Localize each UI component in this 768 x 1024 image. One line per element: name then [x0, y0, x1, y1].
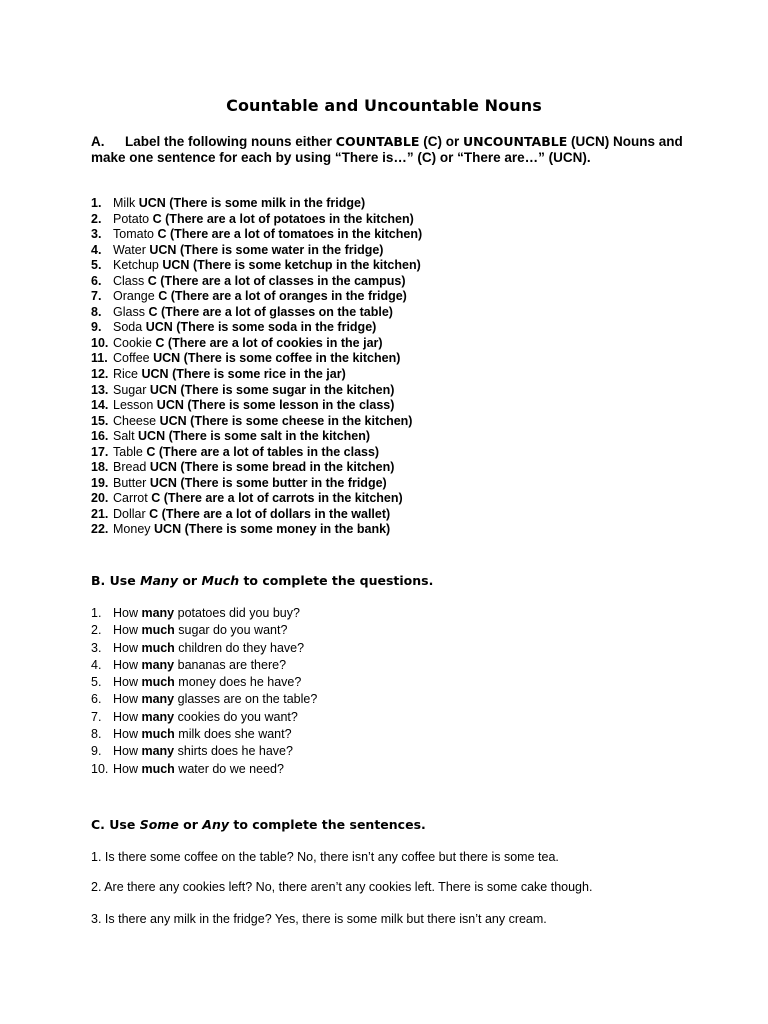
item-number: 18. — [91, 460, 109, 475]
noun-word: Cookie — [113, 335, 152, 350]
noun-label: UCN — [162, 258, 190, 273]
section-a-instructions — [91, 134, 691, 166]
noun-list-item — [91, 476, 422, 492]
noun-sentence: (There is some sugar in the kitchen) — [180, 382, 395, 397]
question-answer: many — [141, 709, 175, 724]
question-list-item — [91, 743, 317, 760]
question-pre: How — [113, 657, 142, 672]
item-number: 10. — [91, 335, 109, 350]
noun-sentence: (There is some rice in the jar) — [172, 367, 346, 382]
noun-list-item — [91, 196, 422, 212]
noun-word: Orange — [113, 289, 155, 304]
noun-word: Class — [113, 273, 145, 288]
section-a-letter: A. — [91, 134, 105, 149]
noun-list-item — [91, 414, 422, 430]
noun-list-item — [91, 460, 422, 476]
item-number: 17. — [91, 444, 109, 459]
noun-sentence: (There are a lot of glasses on the table) — [160, 304, 393, 319]
noun-list-item — [91, 351, 422, 367]
question-answer: much — [141, 761, 175, 776]
section-a-text-1: Label the following nouns either — [125, 134, 336, 149]
question-list-item — [91, 622, 317, 639]
noun-list-item — [91, 429, 422, 445]
question-post: milk does she want? — [174, 727, 292, 742]
noun-word: Lesson — [113, 398, 154, 413]
noun-label: UCN — [149, 242, 177, 257]
question-post: sugar do you want? — [174, 623, 288, 638]
noun-sentence: (There are a lot of cookies in the jar) — [167, 335, 383, 350]
section-b-question-list — [91, 605, 317, 778]
noun-word: Salt — [113, 429, 135, 444]
section-b-many: Many — [140, 573, 178, 588]
section-b-heading-3: to complete the questions. — [239, 573, 434, 588]
noun-list-item — [91, 522, 422, 538]
noun-word: Tomato — [113, 227, 154, 242]
question-list-item — [91, 709, 317, 726]
noun-sentence: (There is some butter in the fridge) — [180, 475, 387, 490]
noun-list-item — [91, 491, 422, 507]
item-number: 7. — [91, 289, 102, 304]
question-list-item — [91, 605, 317, 622]
item-number: 6. — [91, 692, 102, 707]
item-number: 9. — [91, 320, 102, 335]
section-c-heading-3: to complete the sentences. — [229, 817, 426, 832]
noun-sentence: (There are a lot of dollars in the wallet) — [161, 506, 391, 521]
question-post: bananas are there? — [174, 657, 287, 672]
question-post: cookies do you want? — [174, 709, 298, 724]
question-answer: much — [141, 623, 175, 638]
question-post: potatoes did you buy? — [174, 606, 300, 620]
question-post: shirts does he have? — [174, 744, 293, 759]
noun-list-item — [91, 258, 422, 274]
noun-list-item — [91, 507, 422, 523]
noun-label: UCN — [149, 460, 177, 475]
noun-label: UCN — [154, 522, 182, 537]
item-number: 5. — [91, 258, 102, 273]
question-answer: much — [141, 675, 175, 690]
noun-list-item — [91, 243, 422, 259]
noun-word: Potato — [113, 211, 150, 226]
question-pre: How — [113, 709, 142, 724]
item-number: 4. — [91, 657, 102, 672]
question-list-item — [91, 726, 317, 743]
noun-sentence: (There is some milk in the fridge) — [169, 196, 366, 210]
noun-word: Rice — [113, 367, 139, 382]
question-pre: How — [113, 692, 142, 707]
noun-label: C — [147, 273, 157, 288]
noun-sentence: (There are a lot of tomatoes in the kitchen) — [170, 227, 423, 242]
noun-word: Ketchup — [113, 258, 159, 273]
noun-list-item — [91, 305, 422, 321]
section-c-heading-1: C. Use — [91, 817, 140, 832]
noun-sentence: (There is some ketchup in the kitchen) — [192, 258, 421, 273]
item-number: 3. — [91, 640, 102, 655]
item-number: 8. — [91, 727, 102, 742]
noun-sentence: (There is some cheese in the kitchen) — [190, 413, 413, 428]
question-pre: How — [113, 606, 142, 620]
item-number: 19. — [91, 475, 109, 490]
section-c-heading-2: or — [178, 817, 203, 832]
noun-label: UCN — [141, 367, 169, 382]
noun-word: Water — [113, 242, 146, 257]
noun-sentence: (There are a lot of oranges in the fridge) — [170, 289, 407, 304]
noun-list-item — [91, 383, 422, 399]
noun-label: C — [149, 506, 159, 521]
section-b-heading-1: B. Use — [91, 573, 141, 588]
question-list-item — [91, 761, 317, 778]
item-number: 2. — [91, 211, 102, 226]
noun-sentence: (There are a lot of tables in the class) — [158, 444, 380, 459]
item-number: 1. — [91, 606, 102, 620]
noun-word: Table — [113, 444, 143, 459]
item-number: 11. — [91, 351, 108, 366]
section-a-uncountable: UNCOUNTABLE — [462, 134, 568, 149]
question-answer: many — [141, 606, 175, 620]
noun-word: Dollar — [113, 506, 146, 521]
section-b-heading — [91, 573, 433, 588]
section-a-noun-list — [91, 196, 422, 538]
section-c-heading — [91, 817, 426, 832]
noun-label: C — [157, 227, 167, 242]
noun-label: UCN — [153, 351, 181, 366]
noun-word: Coffee — [113, 351, 150, 366]
item-number: 2. — [91, 623, 102, 638]
noun-word: Cheese — [113, 413, 157, 428]
noun-word: Carrot — [113, 491, 148, 506]
noun-sentence: (There is some money in the bank) — [184, 522, 391, 537]
section-c-sentence: 1. Is there some coffee on the table? No, there isn’t any coffee but there is some tea. — [91, 850, 559, 864]
noun-list-item — [91, 274, 422, 290]
noun-word: Bread — [113, 460, 147, 475]
question-answer: many — [141, 657, 175, 672]
noun-sentence: (There is some lesson in the class) — [187, 398, 395, 413]
item-number: 21. — [91, 506, 109, 521]
noun-list-item — [91, 320, 422, 336]
noun-word: Money — [113, 522, 151, 537]
item-number: 13. — [91, 382, 109, 397]
question-list-item — [91, 657, 317, 674]
item-number: 8. — [91, 304, 102, 319]
question-pre: How — [113, 761, 142, 776]
noun-sentence: (There is some coffee in the kitchen) — [183, 351, 401, 366]
question-post: glasses are on the table? — [174, 692, 318, 707]
item-number: 20. — [91, 491, 109, 506]
section-a-text-3: (UCN) Nouns and make one sentence for each by using “There is…” (C) or “There are…” (UCN). — [91, 134, 683, 165]
noun-list-item — [91, 212, 422, 228]
item-number: 6. — [91, 273, 102, 288]
noun-list-item — [91, 367, 422, 383]
item-number: 22. — [91, 522, 109, 537]
noun-label: UCN — [149, 475, 177, 490]
question-post: children do they have? — [174, 640, 305, 655]
question-answer: many — [141, 692, 175, 707]
noun-word: Milk — [113, 196, 136, 210]
section-c-some: Some — [139, 817, 179, 832]
question-pre: How — [113, 640, 142, 655]
question-answer: much — [141, 640, 175, 655]
section-a-countable: COUNTABLE — [335, 134, 420, 149]
item-number: 5. — [91, 675, 102, 690]
noun-label: C — [155, 335, 165, 350]
section-c-sentence: 3. Is there any milk in the fridge? Yes, there is some milk but there isn’t any cream. — [91, 912, 547, 926]
question-post: water do we need? — [174, 761, 284, 776]
section-c-sentence: 2. Are there any cookies left? No, there aren’t any cookies left. There is some cake though. — [91, 880, 593, 894]
item-number: 10. — [91, 761, 109, 776]
question-answer: much — [141, 727, 175, 742]
noun-word: Glass — [113, 304, 145, 319]
section-a-text-2: (C) or — [419, 134, 463, 149]
noun-word: Soda — [113, 320, 143, 335]
noun-label: C — [148, 304, 158, 319]
section-b-much: Much — [201, 573, 240, 588]
question-pre: How — [113, 623, 142, 638]
noun-sentence: (There is some bread in the kitchen) — [180, 460, 395, 475]
noun-label: UCN — [159, 413, 187, 428]
item-number: 15. — [91, 413, 109, 428]
noun-sentence: (There is some water in the fridge) — [179, 242, 384, 257]
section-b-heading-2: or — [177, 573, 202, 588]
question-answer: many — [141, 744, 175, 759]
noun-list-item — [91, 336, 422, 352]
noun-label: UCN — [149, 382, 177, 397]
noun-label: UCN — [156, 398, 184, 413]
question-pre: How — [113, 744, 142, 759]
question-pre: How — [113, 675, 142, 690]
item-number: 3. — [91, 227, 102, 242]
item-number: 16. — [91, 429, 109, 444]
noun-word: Sugar — [113, 382, 147, 397]
item-number: 12. — [91, 367, 109, 382]
question-list-item — [91, 691, 317, 708]
noun-label: UCN — [138, 429, 166, 444]
question-pre: How — [113, 727, 142, 742]
noun-list-item — [91, 398, 422, 414]
noun-sentence: (There are a lot of carrots in the kitchen) — [163, 491, 403, 506]
item-number: 14. — [91, 398, 109, 413]
noun-sentence: (There is some soda in the fridge) — [176, 320, 377, 335]
noun-label: UCN — [138, 196, 166, 210]
question-post: money does he have? — [174, 675, 302, 690]
noun-label: C — [151, 491, 161, 506]
noun-label: C — [158, 289, 168, 304]
noun-sentence: (There is some salt in the kitchen) — [168, 429, 371, 444]
question-list-item — [91, 674, 317, 691]
noun-label: C — [146, 444, 156, 459]
noun-label: UCN — [145, 320, 173, 335]
section-c-any: Any — [202, 817, 229, 832]
item-number: 1. — [91, 196, 102, 210]
noun-list-item — [91, 289, 422, 305]
page-title: Countable and Uncountable Nouns — [226, 96, 542, 115]
item-number: 9. — [91, 744, 102, 759]
question-list-item — [91, 640, 317, 657]
noun-list-item — [91, 445, 422, 461]
noun-word: Butter — [113, 475, 147, 490]
item-number: 7. — [91, 709, 102, 724]
noun-list-item — [91, 227, 422, 243]
noun-label: C — [152, 211, 162, 226]
noun-sentence: (There are a lot of classes in the campus) — [160, 273, 406, 288]
item-number: 4. — [91, 242, 102, 257]
noun-sentence: (There are a lot of potatoes in the kitchen) — [165, 211, 414, 226]
